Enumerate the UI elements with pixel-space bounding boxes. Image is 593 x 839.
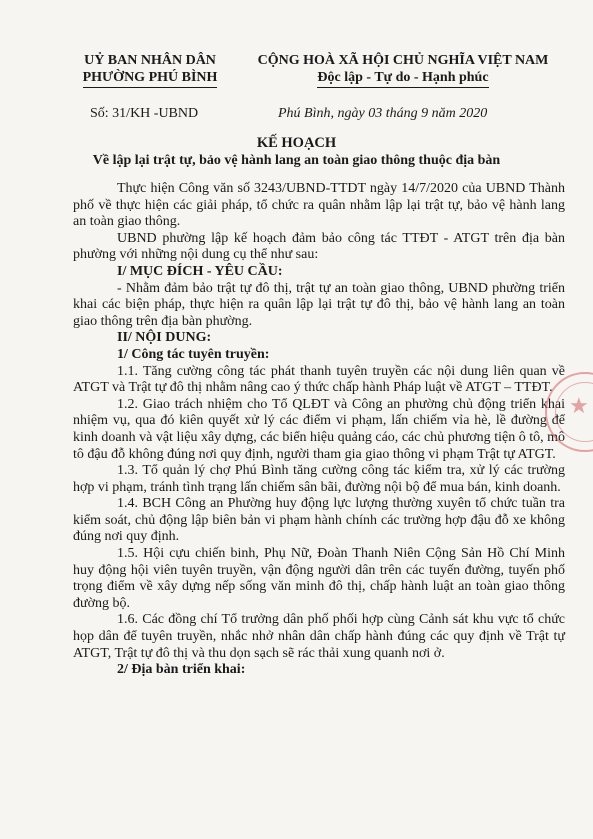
item-1-2: 1.2. Giao trách nhiệm cho Tổ QLĐT và Công an phường chủ động triển khai nhiệm vụ, qua đó kiên quyết xử lý các điểm vi phạm, lấn chiếm vỉa hè, lề đường để kinh doanh và vật liệu xây dựng, các biển hiệu quảng cáo, các chủ phương tiện ô tô, mô tô đậu đỗ không đúng nơi quy định, người tham gia giao thông vi phạm Trật tự ATGT. — [73, 396, 565, 462]
subsection-heading-2: 2/ Địa bàn triển khai: — [117, 662, 246, 678]
seal-star-icon: ★ — [569, 394, 589, 419]
section-heading-1: I/ MỤC ĐÍCH - YÊU CẦU: — [117, 263, 283, 279]
item-1-1: 1.1. Tăng cường công tác phát thanh tuyên truyền các nội dung liên quan về ATGT và Trật tự đô thị nhằm nâng cao ý thức chấp hành Pháp luật về ATGT – TTĐT. — [73, 363, 565, 396]
document-body — [73, 181, 565, 679]
nation-name: CỘNG HOÀ XÃ HỘI CHỦ NGHĨA VIỆT NAM — [257, 53, 549, 68]
item-1-6: 1.6. Các đồng chí Tổ trưởng dân phố phối hợp cùng Cảnh sát khu vực tổ chức họp dân để tuyên truyền, nhắc nhở nhân dân chấp hành đúng các quy định về Trật tự ATGT, Trật tự đô thị và thu dọn sạch sẽ rác thải xung quanh nơi ở. — [73, 612, 565, 661]
section-heading-2: II/ NỘI DUNG: — [117, 330, 212, 346]
date-line: Phú Bình, ngày 03 tháng 9 năm 2020 — [278, 106, 488, 121]
issuing-agency — [60, 52, 240, 88]
national-header — [238, 52, 568, 88]
document-subtitle: Về lập lại trật tự, bảo vệ hành lang an toàn giao thông thuộc địa bàn — [92, 153, 501, 168]
agency-line-1: UỶ BAN NHÂN DÂN — [84, 53, 216, 68]
item-1-5: 1.5. Hội cựu chiến binh, Phụ Nữ, Đoàn Thanh Niên Cộng Sản Hồ Chí Minh huy động hội viên tuyên truyền, vận động người dân trên các tuyến đường, tuyến phố trọng điểm về xây dựng nếp sống văn minh đô thị, chấp hành luật an toàn giao thông đường bộ. — [73, 546, 565, 611]
agency-line-2: PHƯỜNG PHÚ BÌNH — [83, 69, 218, 88]
national-motto: Độc lập - Tự do - Hạnh phúc — [317, 69, 488, 88]
purpose-paragraph: - Nhằm đảm bảo trật tự đô thị, trật tự an toàn giao thông, UBND phường triển khai các biện pháp, thực hiện ra quân lập lại trật tự đô thị, bảo vệ hành lang an toàn giao thông trên địa bàn phường. — [73, 280, 565, 329]
document-title: KẾ HOẠCH — [256, 135, 337, 151]
item-1-3: 1.3. Tổ quản lý chợ Phú Bình tăng cường công tác kiểm tra, xử lý các trường hợp vi phạm, tránh tình trạng lấn chiếm sân bãi, đường nội bộ để mua bán, kinh doanh. — [73, 463, 565, 495]
document-number: Số: 31/KH -UBND — [90, 106, 199, 121]
item-1-4: 1.4. BCH Công an Phường huy động lực lượng thường xuyên tổ chức tuần tra kiểm soát, chủ động lập biên bản vi phạm hành chính các trường hợp đậu đỗ xe không đúng nơi quy định. — [73, 496, 565, 545]
subsection-heading-1: 1/ Công tác tuyên truyền: — [117, 346, 270, 362]
intro-paragraph-2: UBND phường lập kế hoạch đảm bảo công tác TTĐT - ATGT trên địa bàn phường với những nội dung cụ thể như sau: — [73, 230, 565, 263]
intro-paragraph-1: Thực hiện Công văn số 3243/UBND-TTDT ngày 14/7/2020 của UBND Thành phố về thực hiện các giải pháp, tổ chức ra quân nhằm lập lại trật tự, bảo vệ hành lang an toàn giao thông. — [73, 181, 565, 230]
